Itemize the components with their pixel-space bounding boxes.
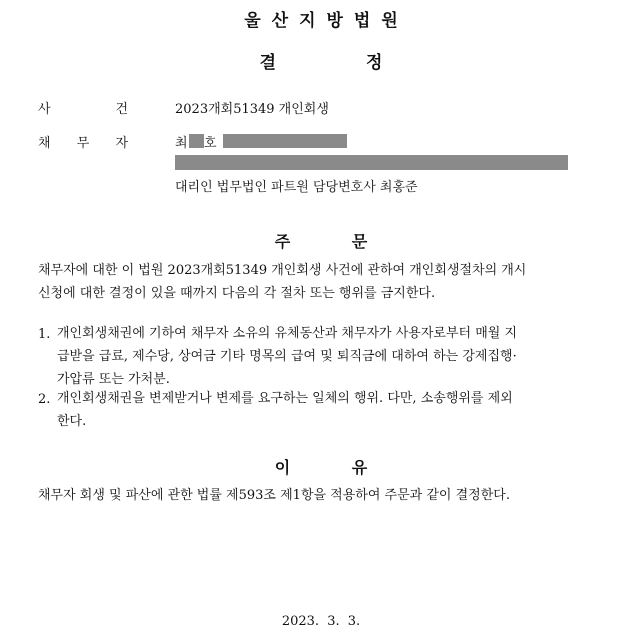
order-item-line: 한다.	[57, 414, 87, 429]
redaction-block	[189, 134, 204, 148]
case-label-char-2: 건	[115, 102, 128, 117]
case-label	[38, 98, 128, 117]
redaction-block	[223, 134, 347, 148]
case-value: 2023개회51349 개인회생	[175, 102, 329, 117]
order-item-line: 개인회생채권을 변제받거나 변제를 요구하는 일체의 행위. 다만, 소송행위를 제외	[57, 391, 513, 406]
order-item-line: 개인회생채권에 기하여 채무자 소유의 유체동산과 채무자가 사용자로부터 매월 지	[57, 326, 518, 341]
document-title: 결 정	[259, 53, 383, 73]
order-item-number: 1.	[38, 327, 51, 342]
order-item	[57, 322, 517, 391]
order-item-line: 가압류 또는 가처분.	[57, 372, 170, 387]
debtor-label	[38, 132, 128, 151]
case-label-char-1: 사	[38, 102, 51, 117]
debtor-attorney: 대리인 법무법인 파트원 담당변호사 최홍준	[175, 180, 418, 195]
order-section-title: 주 문	[274, 232, 368, 251]
order-paragraph-line: 신청에 대한 결정이 있을 때까지 다음의 각 절차 또는 행위를 금지한다.	[38, 286, 436, 301]
reason-section-title: 이 유	[274, 458, 368, 477]
order-item-number: 2.	[38, 392, 51, 407]
court-name: 울산지방법원	[244, 11, 409, 31]
order-item	[57, 387, 513, 433]
reason-paragraph: 채무자 회생 및 파산에 관한 법률 제593조 제1항을 적용하여 주문과 같이 결정한다.	[38, 488, 510, 503]
debtor-label-char-3: 자	[115, 136, 128, 151]
debtor-label-char-2: 무	[76, 136, 90, 151]
debtor-label-char-1: 채	[38, 136, 51, 151]
debtor-name-last: 호	[204, 136, 217, 151]
decision-date: 2023. 3. 3.	[281, 614, 361, 629]
redaction-block	[175, 155, 568, 170]
debtor-name-first: 최	[175, 136, 188, 151]
order-item-line: 급받을 급료, 제수당, 상여금 기타 명목의 급여 및 퇴직금에 대하여 하는 강제집행·	[57, 349, 517, 364]
order-paragraph	[38, 259, 526, 305]
order-paragraph-line: 채무자에 대한 이 법원 2023개회51349 개인회생 사건에 관하여 개인회생절차의 개시	[38, 263, 527, 278]
